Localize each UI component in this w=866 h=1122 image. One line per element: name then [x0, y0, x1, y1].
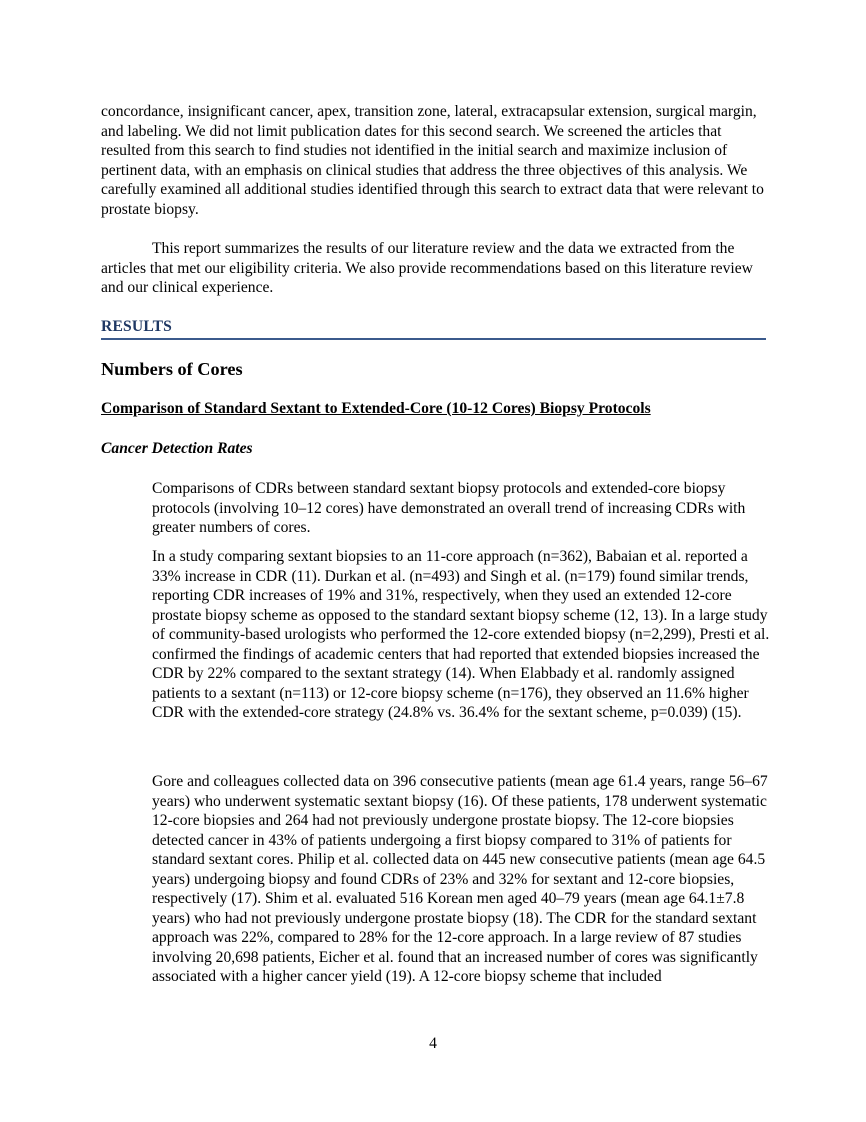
comparison-subheading: Comparison of Standard Sextant to Extended-Core (10-12 Cores) Biopsy Protocols: [101, 400, 651, 417]
body-paragraph: Comparisons of CDRs between standard sextant biopsy protocols and extended-core biopsy protocols (involving 10–12 cores) have demonstrated an overall trend of increasing CDRs with greater numbers of cores.: [152, 480, 746, 536]
body-paragraph: Gore and colleagues collected data on 396 consecutive patients (mean age 61.4 years, range 56–67 years) who underwent systematic sextant biopsy (16). Of these patients, 178 underwent systematic 12-core biopsies and 264 had not previously undergone prostate biopsy. The 12-core biopsies detected cancer in 43% of patients undergoing a first biopsy compared to 31% of patients for standard sextant cores. Philip et al. collected data on 445 new consecutive patients (mean age 64.5 years) undergoing biopsy and found CDRs of 23% and 32% for sextant and 12-core biopsies, respectively (17). Shim et al. evaluated 516 Korean men aged 40–79 years (mean age 64.1±7.8 years) who had not previously undergone prostate biopsy (18). The CDR for the standard sextant approach was 22%, compared to 28% for the 12-core approach. In a large review of 87 studies involving 20,698 patients, Eicher et al. found that an increased number of cores was significantly associated with a higher cancer yield (19). A 12-core biopsy scheme that included: [152, 773, 768, 985]
body-paragraph: In a study comparing sextant biopsies to an 11-core approach (n=362), Babaian et al. reported a 33% increase in CDR (11). Durkan et al. (n=493) and Singh et al. (n=179) found similar trends, reporting CDR increases of 19% and 31%, respectively, when they used an extended 12-core prostate biopsy scheme as opposed to the standard sextant biopsy scheme (12, 13). In a large study of community-based urologists who performed the 12-core extended biopsy (n=2,299), Presti et al. confirmed the findings of academic centers that had reported that extended biopsies increased the CDR by 22% compared to the sextant strategy (14). When Elabbady et al. randomly assigned patients to a sextant (n=113) or 12-core biopsy scheme (n=176), they observed an 11.6% higher CDR with the extended-core strategy (24.8% vs. 36.4% for the sextant scheme, p=0.039) (15).: [152, 548, 770, 721]
numbers-of-cores-heading: Numbers of Cores: [101, 359, 243, 379]
cancer-detection-rates-heading: Cancer Detection Rates: [101, 440, 253, 457]
results-divider: [101, 338, 766, 340]
results-heading: RESULTS: [101, 318, 173, 335]
intro-paragraph: concordance, insignificant cancer, apex, transition zone, lateral, extracapsular extension, surgical margin, and labeling. We did not limit publication dates for this second search. We screened the articles that resulted from this search to find studies not identified in the initial search and maximize inclusion of pertinent data, with an emphasis on clinical studies that address the three objectives of this analysis. We carefully examined all additional studies identified through this search to extract data that were relevant to prostate biopsy.: [101, 103, 764, 218]
page-number: 4: [429, 1035, 437, 1052]
summary-paragraph: This report summarizes the results of our literature review and the data we extracted from the articles that met our eligibility criteria. We also provide recommendations based on this literature review and our clinical experience.: [101, 240, 753, 296]
